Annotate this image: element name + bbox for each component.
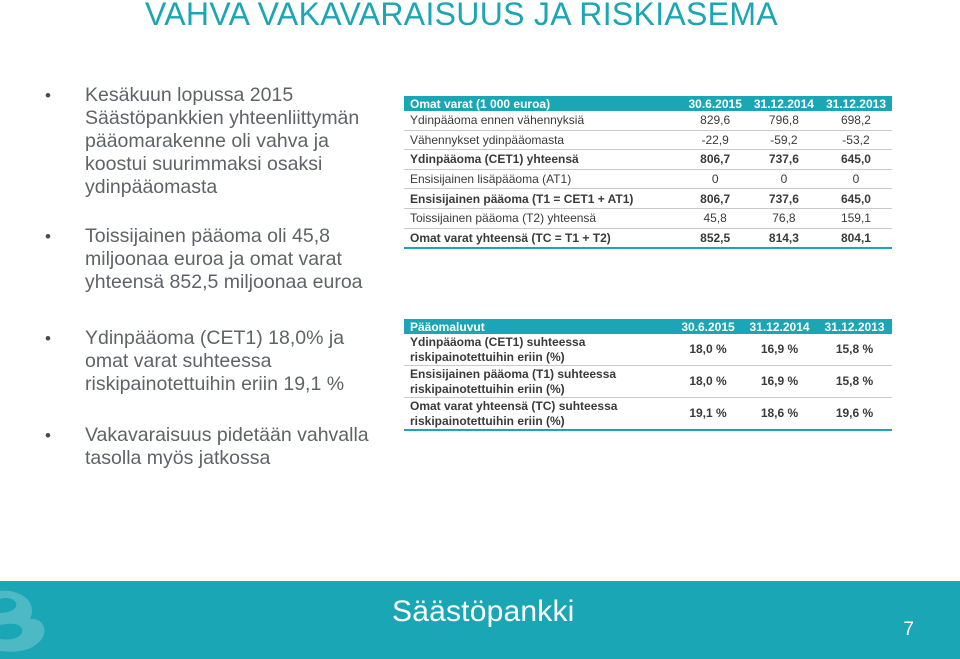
row-label: Ydinpääoma (CET1) yhteensä bbox=[404, 150, 682, 170]
cell-value: 19,6 % bbox=[817, 398, 892, 431]
capital-ratios-table bbox=[404, 319, 892, 431]
row-label: Ensisijainen pääoma (T1) suhteessa riskipainotettuihin eriin (%) bbox=[404, 366, 674, 398]
cell-value: -53,2 bbox=[820, 130, 892, 150]
cell-value: 18,6 % bbox=[742, 398, 817, 431]
cell-value: 829,6 bbox=[682, 111, 747, 130]
bullet-item: • Vakavaraisuus pidetään vahvalla tasolla myös jatkossa bbox=[45, 424, 385, 470]
cell-value: 698,2 bbox=[820, 111, 892, 130]
cell-value: 15,8 % bbox=[817, 334, 892, 366]
table-row bbox=[404, 334, 892, 366]
page-number: 7 bbox=[903, 619, 914, 640]
saastopankki-logo-icon bbox=[0, 581, 60, 659]
row-label: Omat varat yhteensä (TC) suhteessa riskipainotettuihin eriin (%) bbox=[404, 398, 674, 431]
table-row bbox=[404, 150, 892, 170]
table-header-label: Pääomaluvut bbox=[410, 319, 485, 334]
cell-value: 737,6 bbox=[748, 189, 820, 209]
cell-value: 15,8 % bbox=[817, 366, 892, 398]
bullet-item: • Kesäkuun lopussa 2015 Säästöpankkien yhteenliittymän pääomarakenne oli vahva ja koostui suurimmaksi osaksi ydinpääomasta bbox=[45, 84, 385, 199]
cell-value: 852,5 bbox=[682, 228, 747, 248]
table-row bbox=[404, 169, 892, 189]
cell-value: 645,0 bbox=[820, 150, 892, 170]
cell-value: 159,1 bbox=[820, 208, 892, 228]
cell-value: 16,9 % bbox=[742, 366, 817, 398]
cell-value: 806,7 bbox=[682, 150, 747, 170]
row-label: Toissijainen pääoma (T2) yhteensä bbox=[404, 208, 682, 228]
cell-value: 737,6 bbox=[748, 150, 820, 170]
table-row bbox=[404, 366, 892, 398]
own-funds-table bbox=[404, 96, 892, 249]
bullet-item: • Toissijainen pääoma oli 45,8 miljoonaa euroa ja omat varat yhteensä 852,5 miljoonaa euroa bbox=[45, 225, 385, 294]
cell-value: 804,1 bbox=[820, 228, 892, 248]
footer-bar bbox=[0, 581, 960, 659]
cell-value: 18,0 % bbox=[674, 366, 742, 398]
row-label: Omat varat yhteensä (TC = T1 + T2) bbox=[404, 228, 682, 248]
table-header-row bbox=[404, 96, 892, 111]
bullet-list-top bbox=[45, 84, 385, 320]
cell-value: 645,0 bbox=[820, 189, 892, 209]
table-row bbox=[404, 111, 892, 130]
table-row bbox=[404, 130, 892, 150]
table-header-date: 31.12.2013 bbox=[825, 96, 886, 111]
slide-title: VAHVA VAKAVARAISUUS JA RISKIASEMA bbox=[145, 0, 778, 32]
cell-value: 19,1 % bbox=[674, 398, 742, 431]
cell-value: -22,9 bbox=[682, 130, 747, 150]
table-header-date: 31.12.2014 bbox=[749, 319, 810, 334]
table-row bbox=[404, 398, 892, 431]
table-row bbox=[404, 228, 892, 248]
cell-value: 0 bbox=[682, 169, 747, 189]
table-header-date: 30.6.2015 bbox=[681, 319, 735, 334]
cell-value: 18,0 % bbox=[674, 334, 742, 366]
cell-value: 16,9 % bbox=[742, 334, 817, 366]
cell-value: 796,8 bbox=[748, 111, 820, 130]
cell-value: 76,8 bbox=[748, 208, 820, 228]
cell-value: -59,2 bbox=[748, 130, 820, 150]
table-row bbox=[404, 208, 892, 228]
cell-value: 0 bbox=[748, 169, 820, 189]
table-row bbox=[404, 189, 892, 209]
table-header-date: 31.12.2014 bbox=[753, 96, 814, 111]
table-header-date: 31.12.2013 bbox=[824, 319, 885, 334]
table-header-label: Omat varat (1 000 euroa) bbox=[410, 96, 551, 111]
row-label: Ensisijainen lisäpääoma (AT1) bbox=[404, 169, 682, 189]
table-header-date: 30.6.2015 bbox=[688, 96, 742, 111]
table-header-row bbox=[404, 319, 892, 334]
row-label: Ydinpääoma ennen vähennyksiä bbox=[404, 111, 682, 130]
bullet-item: • Ydinpääoma (CET1) 18,0% ja omat varat suhteessa riskipainotettuihin eriin 19,1 % bbox=[45, 327, 385, 396]
brand-name: Säästöpankki bbox=[392, 595, 575, 628]
row-label: Ensisijainen pääoma (T1 = CET1 + AT1) bbox=[404, 189, 682, 209]
bullet-list-bottom bbox=[45, 327, 385, 498]
cell-value: 0 bbox=[820, 169, 892, 189]
cell-value: 814,3 bbox=[748, 228, 820, 248]
row-label: Vähennykset ydinpääomasta bbox=[404, 130, 682, 150]
cell-value: 806,7 bbox=[682, 189, 747, 209]
cell-value: 45,8 bbox=[682, 208, 747, 228]
row-label: Ydinpääoma (CET1) suhteessa riskipainotettuihin eriin (%) bbox=[404, 334, 674, 366]
